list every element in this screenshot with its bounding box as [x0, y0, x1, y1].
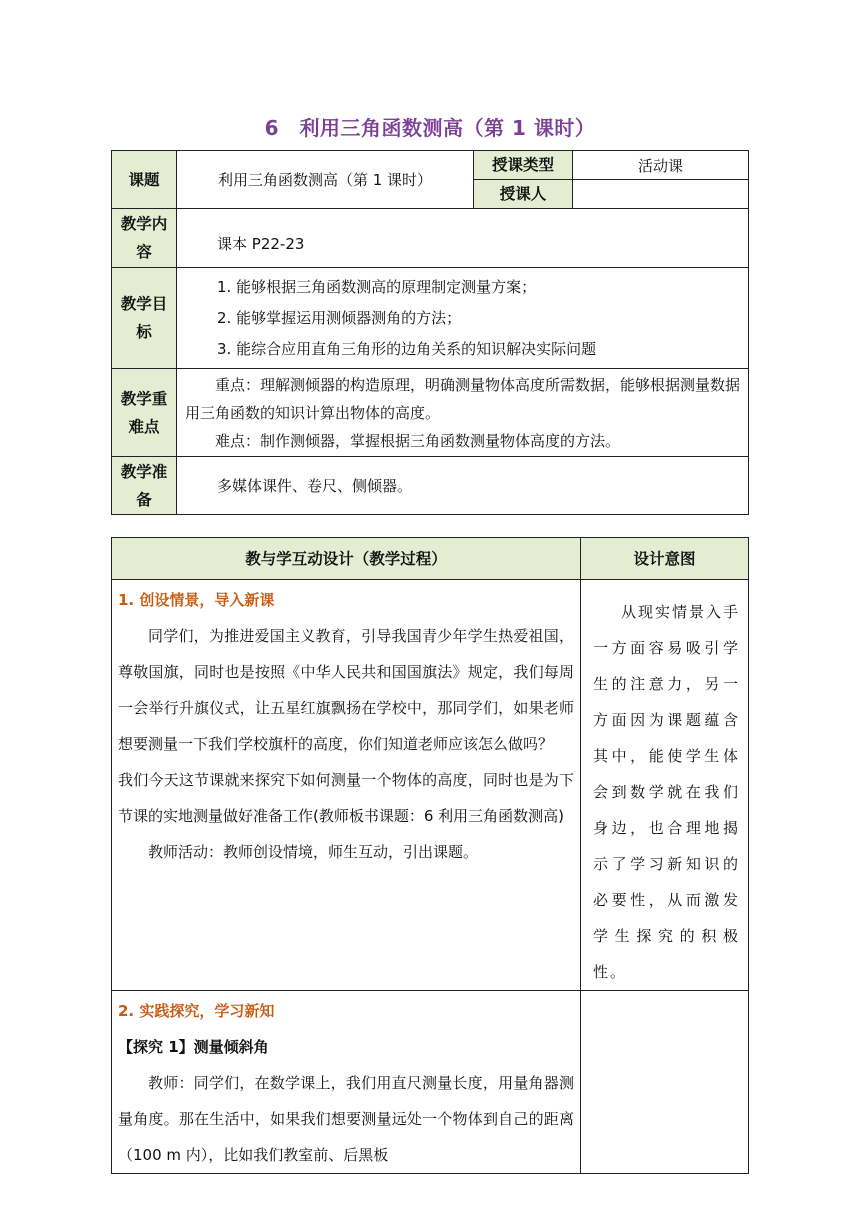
lesson-info-table — [111, 150, 749, 515]
prep-value: 多媒体课件、卷尺、侧倾器。 — [177, 457, 749, 515]
teaching-process-table — [111, 537, 749, 1174]
content-value: 课本 P22-23 — [177, 209, 749, 268]
goal-item: 3. 能综合应用直角三角形的边角关系的知识解决实际问题 — [217, 339, 597, 358]
section-1-paragraph: 教师活动：教师创设情境，师生互动，引出课题。 — [148, 843, 479, 861]
keys-label: 教学重难点 — [112, 369, 177, 457]
teacher-label: 授课人 — [474, 180, 573, 209]
goals-label: 教学目标 — [112, 268, 177, 369]
difficult-point: 难点：制作测倾器，掌握根据三角函数测量物体高度的方法。 — [215, 431, 621, 450]
content-label: 教学内容 — [112, 209, 177, 268]
section-1-content — [112, 580, 581, 991]
type-value: 活动课 — [573, 151, 749, 180]
section-1-paragraph: 同学们，为推进爱国主义教育，引导我国青少年学生热爱祖国，尊敬国旗，同时也是按照《中华人民共和国国旗法》规定，我们每周一会举行升旗仪式，让五星红旗飘扬在学校中，那同学们，如果老师想要测量一下我们学校旗杆的高度，你们知道老师应该怎么做吗？ — [118, 627, 574, 753]
process-header: 教与学互动设计（教学过程） — [112, 538, 581, 580]
section-1-title: 1. 创设情景，导入新课 — [118, 591, 275, 609]
section-2-paragraph: 教师：同学们，在数学课上，我们用直尺测量长度，用量角器测量角度。那在生活中，如果我们想要测量远处一个物体到自己的距离（100 m 内），比如我们教室前、后黑板 — [118, 1074, 574, 1164]
section-2-title: 2. 实践探究，学习新知 — [118, 1002, 275, 1020]
section-1-paragraph: 我们今天这节课就来探究下如何测量一个物体的高度，同时也是为下节课的实地测量做好准备工作(教师板书课题：6 利用三角函数测高) — [118, 771, 574, 825]
key-point: 重点：理解测倾器的构造原理，明确测量物体高度所需数据，能够根据测量数据用三角函数的知识计算出物体的高度。 — [185, 375, 741, 422]
explore-1-title: 【探究 1】测量倾斜角 — [118, 1038, 269, 1056]
section-1-intent — [581, 580, 749, 991]
section-2-intent — [581, 991, 749, 1174]
teacher-value — [573, 180, 749, 209]
goal-item: 1. 能够根据三角函数测高的原理制定测量方案； — [217, 277, 537, 296]
goals-list — [177, 268, 749, 369]
page-title: 6 利用三角函数测高（第 1 课时） — [264, 116, 596, 140]
section-2-content — [112, 991, 581, 1174]
type-label: 授课类型 — [474, 151, 573, 180]
intent-header: 设计意图 — [581, 538, 749, 580]
topic-label: 课题 — [112, 151, 177, 209]
prep-label: 教学准备 — [112, 457, 177, 515]
topic-value: 利用三角函数测高（第 1 课时） — [177, 151, 474, 209]
goal-item: 2. 能够掌握运用测倾器测角的方法； — [217, 308, 462, 327]
keys-value — [177, 369, 749, 457]
intent-text: 从现实情景入手一方面容易吸引学生的注意力，另一方面因为课题蕴含其中，能使学生体会到数学就在我们身边，也合理地揭示了学习新知识的必要性，从而激发学生探究的积极性。 — [593, 603, 741, 981]
